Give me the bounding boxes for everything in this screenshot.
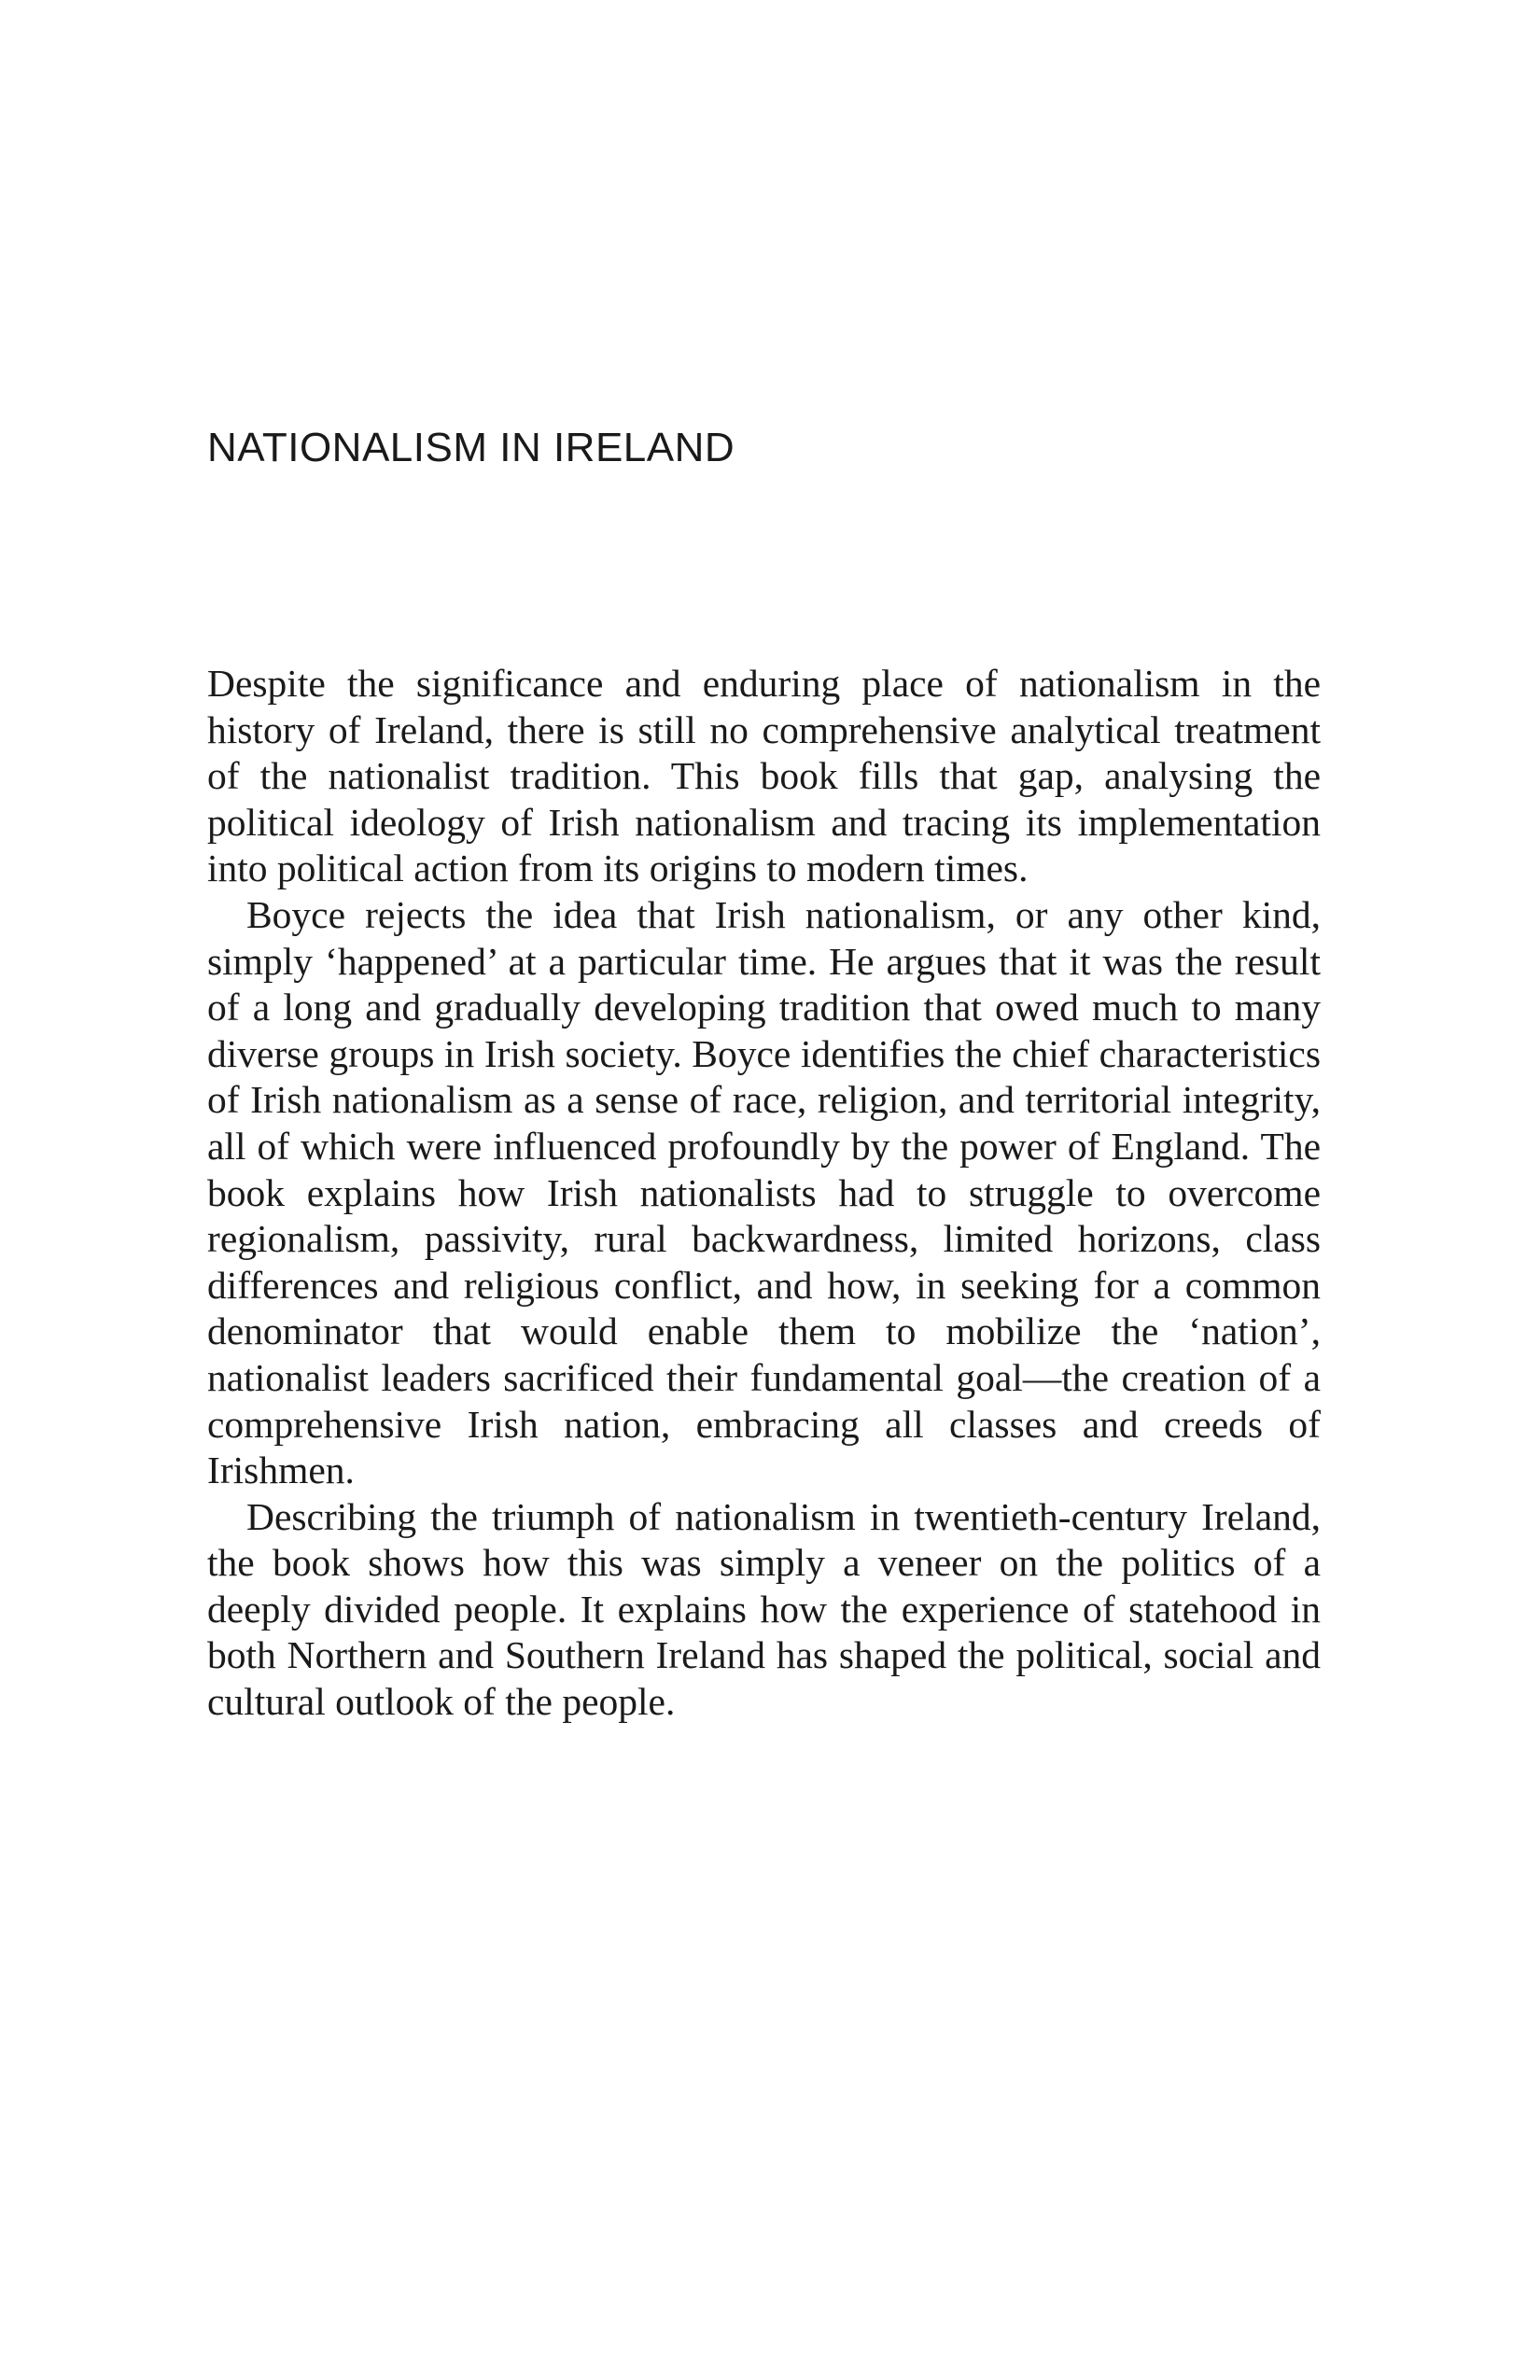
page-title: NATIONALISM IN IRELAND bbox=[207, 425, 735, 470]
blurb-text bbox=[207, 661, 1321, 1726]
paragraph-3: Describing the triumph of nationalism in twentieth-century Ireland, the book shows how this was simply a veneer on the politics of a deeply divided people. It explains how the experience of statehood in both Northern and Southern Ireland has shaped the political, social and cultural outlook of the people. bbox=[207, 1494, 1321, 1724]
paragraph-2: Boyce rejects the idea that Irish nationalism, or any other kind, simply ‘happened’ at a particular time. He argues that it was the result of a long and gradually developing tradition that owed much to many diverse groups in Irish society. Boyce identifies the chief characteristics of Irish nationalism as a sense of race, religion, and territorial integrity, all of which were influenced profoundly by the power of England. The book explains how Irish nationalists had to struggle to overcome regionalism, passivity, rural backwardness, limited horizons, class differences and religious conflict, and how, in seeking for a common denominator that would enable them to mobilize the ‘nation’, nationalist leaders sacrificed their fundamental goal—the creation of a comprehensive Irish nation, embracing all classes and creeds of Irishmen. bbox=[207, 892, 1321, 1492]
paragraph-1: Despite the significance and enduring place of nationalism in the history of Ireland, there is still no comprehensive analytical treatment of the nationalist tradition. This book fills that gap, analysing the political ideology of Irish nationalism and tracing its implementation into political action from its origins to modern times. bbox=[207, 662, 1321, 890]
